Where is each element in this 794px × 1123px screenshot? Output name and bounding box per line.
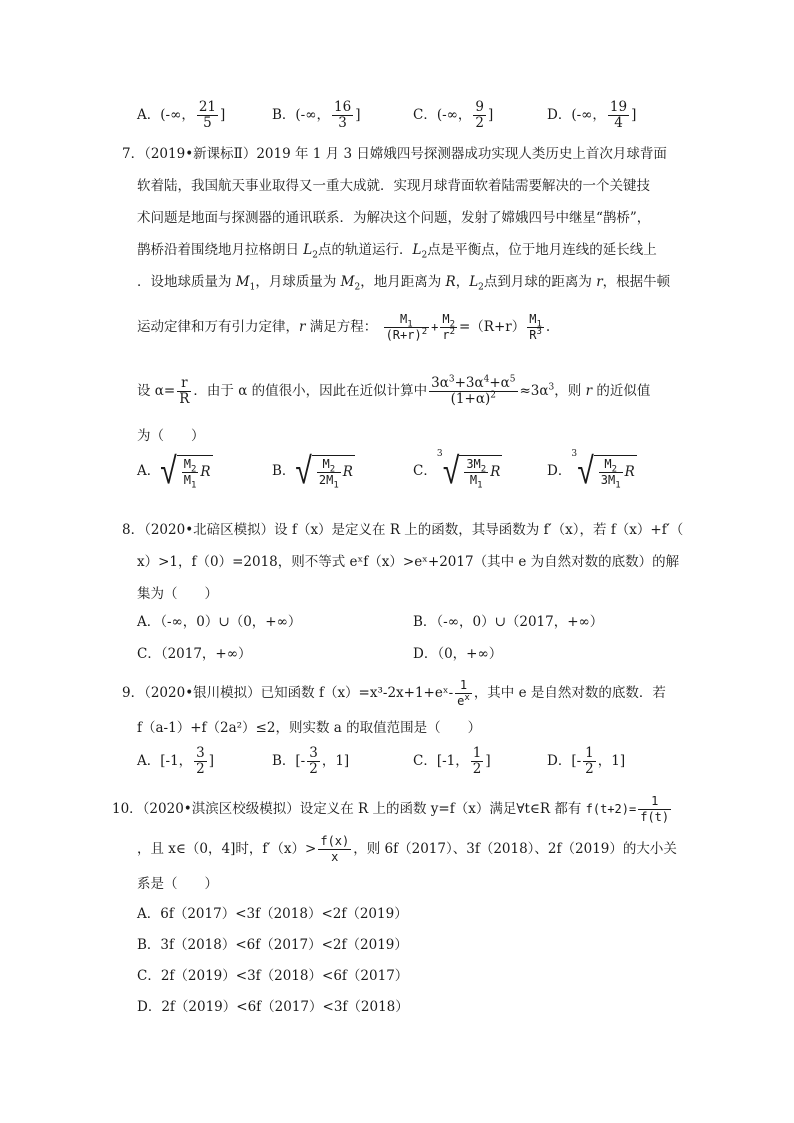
q10-option-d: D．2f（2019）<6f（2017）<3f（2018）: [137, 999, 409, 1015]
q7-line-6: 运动定律和万有引力定律，r 满足方程： $\frac{M_1}{(R+r)^2}$ + $\frac{M_2}{r^2}$ =（R+r） $\frac{M_1}{R^3}$ .: [137, 312, 551, 342]
q10-condition-fraction: $\frac{1}{f(t)}$: [640, 794, 670, 824]
q6-option-d: D．(-∞， $\frac{19}{4}$ ]: [547, 99, 637, 131]
q6-option-a-prefix: A．(-∞，: [137, 107, 195, 123]
q6-option-b: B．(-∞， $\frac{16}{3}$ ]: [272, 99, 361, 131]
q9-fraction: $\frac{1}{e^x}$: [457, 678, 470, 708]
q7-line-2: 软着陆，我国航天事业取得又一重大成就．实现月球背面软着陆需要解决的一个关键技: [137, 178, 650, 194]
q7-option-d-radical: 3 √ $\frac{M_2}{3M_1}$ R: [571, 449, 635, 493]
q7-option-c-radical: 3 √ $\frac{3M_2}{M_1}$ R: [436, 449, 501, 493]
q6-option-a: A．(-∞， $\frac{21}{5}$ ]: [137, 99, 226, 131]
q10-line-1: 10．（2020•淇滨区校级模拟）设定义在 R 上的函数 y=f（x）满足∀t∈R 都有 f(t+2)= $\frac{1}{f(t)}$: [112, 794, 670, 824]
q7-equation-fraction-3: $\frac{M_1}{R^3}$: [529, 312, 542, 342]
q8-line-3: 集为（ ）: [137, 586, 218, 602]
q8-option-b: B．（-∞，0）∪（2017，+∞）: [413, 614, 604, 630]
q8-option-a: A．（-∞，0）∪（0，+∞）: [137, 614, 302, 630]
q9-option-d: D．[- $\frac{1}{2}$ ，1]: [547, 745, 626, 777]
q7-line-5: ．设地球质量为 $M_1$，月球质量为 $M_2$，地月距离为 R，$L_2$点到月球的距离为 r，根据牛顿: [137, 274, 671, 293]
q7-approx-fraction: $\frac{3\alpha^3+3\alpha^4+\alpha^5}{(1+\alpha)^2}$: [431, 374, 516, 407]
q6-option-c: C．(-∞， $\frac{9}{2}$ ]: [413, 99, 494, 131]
q7-equation-fraction-1: $\frac{M_1}{(R+r)^2}$: [385, 312, 428, 342]
q6-option-c-fraction: $\frac{9}{2}$: [475, 99, 484, 131]
q9-line-1: 9．（2020•银川模拟）已知函数 f（x）=x³-2x+1+eˣ- $\frac{1}{e^x}$ ，其中 e 是自然对数的底数．若: [122, 678, 666, 708]
q7-option-d: D． 3 √ $\frac{M_2}{3M_1}$ R: [547, 449, 635, 493]
q9-option-b: B．[- $\frac{3}{2}$ ，1]: [272, 745, 350, 777]
q7-line-1: 7．（2019•新课标Ⅱ）2019 年 1 月 3 日嫦娥四号探测器成功实现人类历史上首次月球背面: [122, 146, 667, 162]
q7-line-4: 鹊桥沿着围绕地月拉格朗日 $L_2$点的轨道运行．$L_2$点是平衡点，位于地月连线的延长线上: [137, 242, 657, 261]
q7-alpha-fraction: $\frac{r}{R}$: [179, 375, 190, 407]
q7-line-7: 设 α= $\frac{r}{R}$ ．由于 α 的值很小，因此在近似计算中 $\frac{3\alpha^3+3\alpha^4+\alpha^5}{(1+\alpha)^2}$ $\approx 3\alpha^3$，则 r 的近似值: [137, 374, 651, 407]
q8-option-d: D．（0，+∞）: [413, 646, 503, 662]
q10-line-3: 系是（ ）: [137, 876, 218, 892]
q10-line-2: ，且 x∈（0，4]时，f′（x）> $\frac{f(x)}{x}$ ，则 6f（2017）、3f（2018）、2f（2019）的大小关: [137, 834, 677, 864]
q7-option-b: B．√ $\frac{M_2}{2M_1}$ R: [272, 449, 353, 493]
q7-option-c: C． 3 √ $\frac{3M_2}{M_1}$ R: [413, 449, 501, 493]
q7-line-3: 术问题是地面与探测器的通讯联系．为解决这个问题，发射了嫦娥四号中继星“鹊桥”，: [137, 210, 651, 226]
q9-option-a: A．[-1， $\frac{3}{2}$ ]: [137, 745, 215, 777]
q8-line-2: x）>1，f（0）=2018，则不等式 eˣf（x）>eˣ+2017（其中 e 为自然对数的底数）的解: [137, 554, 680, 570]
q10-option-a: A．6f（2017）<3f（2018）<2f（2019）: [137, 906, 408, 922]
q7-option-a: A．√ $\frac{M_2}{M_1}$ R: [137, 449, 211, 493]
q9-line-2: f（a-1）+f（2a²）≤2，则实数 a 的取值范围是（ ）: [137, 720, 482, 736]
q8-option-c: C．（2017，+∞）: [137, 646, 252, 662]
q10-derivative-fraction: $\frac{f(x)}{x}$: [320, 834, 350, 864]
q6-option-b-fraction: $\frac{16}{3}$: [334, 99, 352, 131]
q10-option-b: B．3f（2018）<6f（2017）<2f（2019）: [137, 937, 408, 953]
q7-option-b-radical: √ $\frac{M_2}{2M_1}$ R: [295, 449, 353, 493]
q8-line-1: 8．（2020•北碚区模拟）设 f（x）是定义在 R 上的函数，其导函数为 f′（x），若 f（x）+f′（: [122, 522, 684, 538]
q6-option-a-fraction: $\frac{21}{5}$: [198, 99, 217, 131]
q9-option-c: C．[-1， $\frac{1}{2}$ ]: [413, 745, 491, 777]
q10-option-c: C．2f（2019）<3f（2018）<6f（2017）: [137, 968, 409, 984]
q7-option-a-radical: √ $\frac{M_2}{M_1}$ R: [160, 449, 211, 493]
q6-option-d-fraction: $\frac{19}{4}$: [609, 99, 628, 131]
q7-line-8: 为（ ）: [137, 428, 205, 444]
q7-equation-fraction-2: $\frac{M_2}{r^2}$: [442, 312, 455, 342]
